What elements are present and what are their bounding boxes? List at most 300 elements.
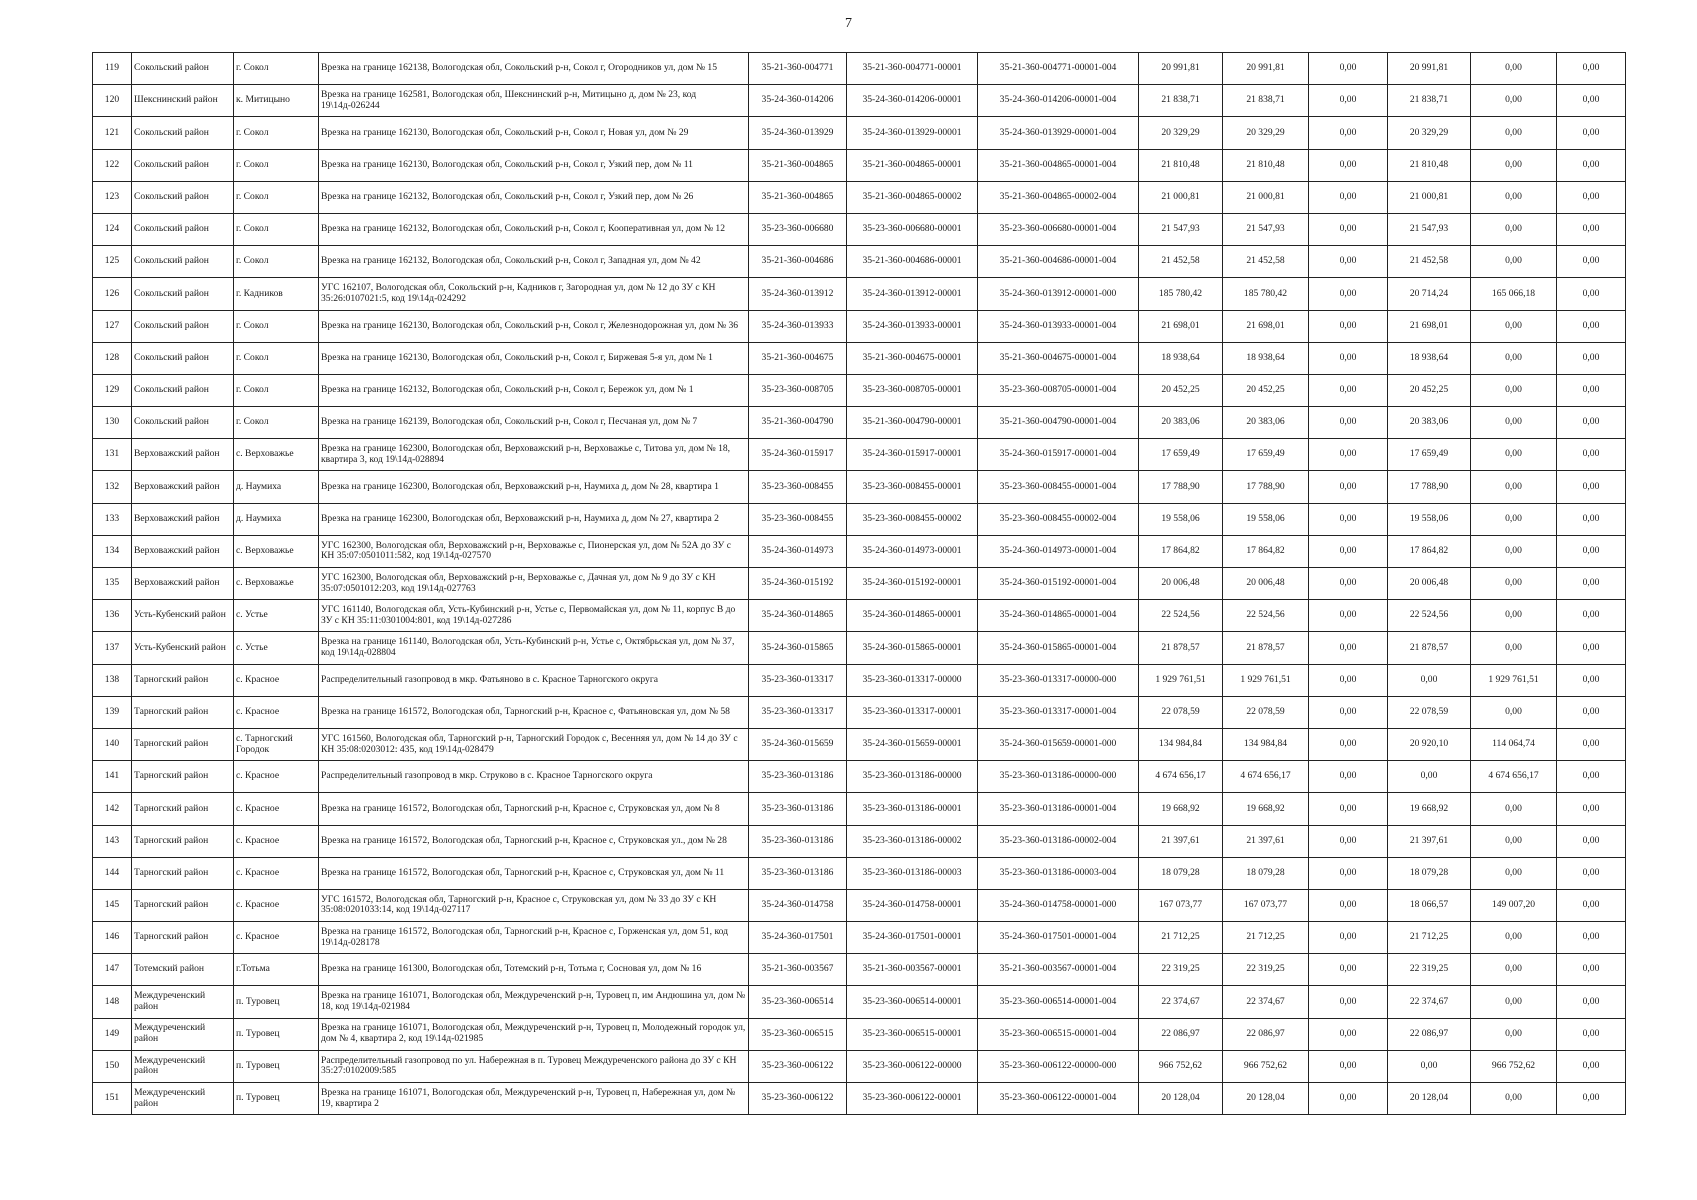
total-cost-cell: 20 383,06: [1139, 407, 1223, 439]
row-number: 126: [93, 278, 132, 310]
cost-col-3-cell: 0,00: [1309, 407, 1388, 439]
district-cell: Тарногский район: [132, 664, 234, 696]
cost-col-3-cell: 0,00: [1309, 728, 1388, 760]
object-code-cell: 35-23-360-013317: [749, 664, 847, 696]
cost-col-6-cell: 0,00: [1557, 278, 1626, 310]
table-row: [93, 85, 1626, 117]
cost-col-6-cell: 0,00: [1557, 53, 1626, 85]
cost-col-4-cell: 21 397,61: [1388, 825, 1471, 857]
settlement-cell: г. Сокол: [234, 310, 319, 342]
cost-col-2-cell: 20 991,81: [1223, 53, 1309, 85]
cost-col-4-cell: 20 991,81: [1388, 53, 1471, 85]
cost-col-5-cell: 0,00: [1471, 213, 1557, 245]
object-code-cell: 35-24-360-015917: [749, 439, 847, 471]
full-code-cell: 35-24-360-014865-00001-004: [978, 600, 1139, 632]
row-number: 119: [93, 53, 132, 85]
settlement-cell: п. Туровец: [234, 1050, 319, 1082]
subobject-code-cell: 35-23-360-006122-00001: [847, 1083, 978, 1115]
cost-col-4-cell: 0,00: [1388, 761, 1471, 793]
row-number: 133: [93, 503, 132, 535]
settlement-cell: с. Красное: [234, 889, 319, 921]
district-cell: Тарногский район: [132, 761, 234, 793]
row-number: 132: [93, 471, 132, 503]
table-row: [93, 1083, 1626, 1115]
row-number: 141: [93, 761, 132, 793]
row-number: 139: [93, 696, 132, 728]
settlement-cell: г. Сокол: [234, 246, 319, 278]
object-description-cell: Врезка на границе 162300, Вологодская обл, Верховажский р-н, Наумиха д, дом № 27, квартира 2: [319, 503, 749, 535]
cost-col-6-cell: 0,00: [1557, 857, 1626, 889]
cost-col-5-cell: 0,00: [1471, 1083, 1557, 1115]
full-code-cell: 35-24-360-015659-00001-000: [978, 728, 1139, 760]
settlement-cell: с. Красное: [234, 696, 319, 728]
cost-col-4-cell: 0,00: [1388, 1050, 1471, 1082]
table-row: [93, 986, 1626, 1018]
object-code-cell: 35-24-360-013933: [749, 310, 847, 342]
full-code-cell: 35-21-360-004865-00002-004: [978, 181, 1139, 213]
district-cell: Верховажский район: [132, 439, 234, 471]
district-cell: Сокольский район: [132, 310, 234, 342]
full-code-cell: 35-23-360-006122-00001-004: [978, 1083, 1139, 1115]
full-code-cell: 35-23-360-006680-00001-004: [978, 213, 1139, 245]
table-row: [93, 310, 1626, 342]
total-cost-cell: 20 128,04: [1139, 1083, 1223, 1115]
full-code-cell: 35-24-360-014758-00001-000: [978, 889, 1139, 921]
row-number: 143: [93, 825, 132, 857]
full-code-cell: 35-23-360-006122-00000-000: [978, 1050, 1139, 1082]
object-code-cell: 35-24-360-015192: [749, 568, 847, 600]
cost-col-4-cell: 20 920,10: [1388, 728, 1471, 760]
subobject-code-cell: 35-24-360-013933-00001: [847, 310, 978, 342]
cost-col-4-cell: 20 452,25: [1388, 374, 1471, 406]
object-code-cell: 35-21-360-004675: [749, 342, 847, 374]
cost-col-2-cell: 22 078,59: [1223, 696, 1309, 728]
total-cost-cell: 21 397,61: [1139, 825, 1223, 857]
cost-col-4-cell: 22 524,56: [1388, 600, 1471, 632]
object-description-cell: Врезка на границе 162130, Вологодская обл, Сокольский р-н, Сокол г, Биржевая 5-я ул, дом № 1: [319, 342, 749, 374]
cost-col-4-cell: 18 066,57: [1388, 889, 1471, 921]
subobject-code-cell: 35-24-360-015192-00001: [847, 568, 978, 600]
total-cost-cell: 21 452,58: [1139, 246, 1223, 278]
settlement-cell: с. Красное: [234, 793, 319, 825]
district-cell: Сокольский район: [132, 342, 234, 374]
object-code-cell: 35-24-360-015865: [749, 632, 847, 664]
table-row: [93, 728, 1626, 760]
object-description-cell: Врезка на границе 162132, Вологодская обл, Сокольский р-н, Сокол г, Кооперативная ул, дом № 12: [319, 213, 749, 245]
cost-col-2-cell: 966 752,62: [1223, 1050, 1309, 1082]
settlement-cell: г. Кадников: [234, 278, 319, 310]
registry-body: [93, 53, 1626, 1115]
cost-col-2-cell: 17 864,82: [1223, 535, 1309, 567]
object-description-cell: Врезка на границе 162138, Вологодская обл, Сокольский р-н, Сокол г, Огородников ул, дом № 15: [319, 53, 749, 85]
table-row: [93, 246, 1626, 278]
cost-col-2-cell: 21 810,48: [1223, 149, 1309, 181]
object-description-cell: Врезка на границе 162300, Вологодская обл, Верховажский р-н, Наумиха д, дом № 28, квартира 1: [319, 471, 749, 503]
cost-col-3-cell: 0,00: [1309, 857, 1388, 889]
cost-col-2-cell: 21 397,61: [1223, 825, 1309, 857]
row-number: 135: [93, 568, 132, 600]
district-cell: Верховажский район: [132, 471, 234, 503]
cost-col-3-cell: 0,00: [1309, 85, 1388, 117]
full-code-cell: 35-24-360-014973-00001-004: [978, 535, 1139, 567]
full-code-cell: 35-23-360-006515-00001-004: [978, 1018, 1139, 1050]
cost-col-4-cell: 20 329,29: [1388, 117, 1471, 149]
cost-col-2-cell: 21 878,57: [1223, 632, 1309, 664]
total-cost-cell: 22 524,56: [1139, 600, 1223, 632]
total-cost-cell: 21 838,71: [1139, 85, 1223, 117]
object-description-cell: Врезка на границе 162130, Вологодская обл, Сокольский р-н, Сокол г, Узкий пер, дом № 11: [319, 149, 749, 181]
cost-col-4-cell: 21 698,01: [1388, 310, 1471, 342]
table-row: [93, 471, 1626, 503]
subobject-code-cell: 35-24-360-014865-00001: [847, 600, 978, 632]
cost-col-3-cell: 0,00: [1309, 117, 1388, 149]
cost-col-2-cell: 21 838,71: [1223, 85, 1309, 117]
settlement-cell: п. Туровец: [234, 986, 319, 1018]
total-cost-cell: 17 659,49: [1139, 439, 1223, 471]
cost-col-6-cell: 0,00: [1557, 181, 1626, 213]
cost-col-4-cell: 19 558,06: [1388, 503, 1471, 535]
table-row: [93, 664, 1626, 696]
cost-col-6-cell: 0,00: [1557, 310, 1626, 342]
object-code-cell: 35-24-360-014206: [749, 85, 847, 117]
full-code-cell: 35-23-360-013317-00000-000: [978, 664, 1139, 696]
cost-col-2-cell: 21 712,25: [1223, 922, 1309, 954]
district-cell: Тарногский район: [132, 889, 234, 921]
cost-col-5-cell: 0,00: [1471, 53, 1557, 85]
total-cost-cell: 22 078,59: [1139, 696, 1223, 728]
subobject-code-cell: 35-23-360-006514-00001: [847, 986, 978, 1018]
cost-col-3-cell: 0,00: [1309, 1050, 1388, 1082]
object-description-cell: Врезка на границе 161071, Вологодская обл, Междуреченский р-н, Туровец п, Молодежный городок ул, дом № 4, квартира 2, код 19\14д-021985: [319, 1018, 749, 1050]
subobject-code-cell: 35-23-360-006122-00000: [847, 1050, 978, 1082]
full-code-cell: 35-23-360-013317-00001-004: [978, 696, 1139, 728]
cost-col-3-cell: 0,00: [1309, 181, 1388, 213]
table-row: [93, 1018, 1626, 1050]
cost-col-4-cell: 18 079,28: [1388, 857, 1471, 889]
object-code-cell: 35-21-360-004865: [749, 181, 847, 213]
object-code-cell: 35-21-360-004790: [749, 407, 847, 439]
registry-table: [92, 52, 1626, 1115]
district-cell: Сокольский район: [132, 213, 234, 245]
cost-col-4-cell: 17 864,82: [1388, 535, 1471, 567]
settlement-cell: с. Красное: [234, 825, 319, 857]
cost-col-5-cell: 4 674 656,17: [1471, 761, 1557, 793]
cost-col-5-cell: 0,00: [1471, 535, 1557, 567]
cost-col-6-cell: 0,00: [1557, 632, 1626, 664]
district-cell: Сокольский район: [132, 53, 234, 85]
table-row: [93, 954, 1626, 986]
district-cell: Сокольский район: [132, 278, 234, 310]
cost-col-5-cell: 114 064,74: [1471, 728, 1557, 760]
cost-col-2-cell: 22 086,97: [1223, 1018, 1309, 1050]
district-cell: Сокольский район: [132, 117, 234, 149]
full-code-cell: 35-23-360-013186-00002-004: [978, 825, 1139, 857]
object-description-cell: Врезка на границе 161572, Вологодская обл, Тарногский р-н, Красное с, Горженская ул, дом 51, код 19\14д-028178: [319, 922, 749, 954]
cost-col-6-cell: 0,00: [1557, 728, 1626, 760]
cost-col-6-cell: 0,00: [1557, 1083, 1626, 1115]
cost-col-5-cell: 0,00: [1471, 471, 1557, 503]
object-description-cell: Врезка на границе 162300, Вологодская обл, Верховажский р-н, Верховажье с, Титова ул, дом № 18, квартира 3, код 19\14д-028894: [319, 439, 749, 471]
full-code-cell: 35-24-360-015192-00001-004: [978, 568, 1139, 600]
subobject-code-cell: 35-23-360-013317-00000: [847, 664, 978, 696]
total-cost-cell: 22 086,97: [1139, 1018, 1223, 1050]
cost-col-5-cell: 0,00: [1471, 342, 1557, 374]
cost-col-4-cell: 18 938,64: [1388, 342, 1471, 374]
cost-col-5-cell: 0,00: [1471, 857, 1557, 889]
district-cell: Междуреченский район: [132, 1050, 234, 1082]
settlement-cell: п. Туровец: [234, 1083, 319, 1115]
total-cost-cell: 167 073,77: [1139, 889, 1223, 921]
cost-col-4-cell: 20 714,24: [1388, 278, 1471, 310]
total-cost-cell: 18 938,64: [1139, 342, 1223, 374]
row-number: 122: [93, 149, 132, 181]
total-cost-cell: 134 984,84: [1139, 728, 1223, 760]
object-code-cell: 35-21-360-004865: [749, 149, 847, 181]
cost-col-5-cell: 0,00: [1471, 568, 1557, 600]
district-cell: Междуреченский район: [132, 1018, 234, 1050]
full-code-cell: 35-21-360-004865-00001-004: [978, 149, 1139, 181]
subobject-code-cell: 35-21-360-004865-00002: [847, 181, 978, 213]
cost-col-5-cell: 165 066,18: [1471, 278, 1557, 310]
object-description-cell: Врезка на границе 162130, Вологодская обл, Сокольский р-н, Сокол г, Новая ул, дом № 29: [319, 117, 749, 149]
full-code-cell: 35-24-360-013912-00001-000: [978, 278, 1139, 310]
cost-col-3-cell: 0,00: [1309, 246, 1388, 278]
object-description-cell: Врезка на границе 162132, Вологодская обл, Сокольский р-н, Сокол г, Бережок ул, дом № 1: [319, 374, 749, 406]
total-cost-cell: 21 000,81: [1139, 181, 1223, 213]
district-cell: Сокольский район: [132, 407, 234, 439]
total-cost-cell: 20 452,25: [1139, 374, 1223, 406]
row-number: 144: [93, 857, 132, 889]
cost-col-6-cell: 0,00: [1557, 117, 1626, 149]
cost-col-3-cell: 0,00: [1309, 439, 1388, 471]
cost-col-5-cell: 0,00: [1471, 85, 1557, 117]
cost-col-3-cell: 0,00: [1309, 471, 1388, 503]
subobject-code-cell: 35-24-360-015917-00001: [847, 439, 978, 471]
object-code-cell: 35-23-360-013186: [749, 761, 847, 793]
full-code-cell: 35-23-360-013186-00003-004: [978, 857, 1139, 889]
cost-col-6-cell: 0,00: [1557, 986, 1626, 1018]
cost-col-5-cell: 0,00: [1471, 632, 1557, 664]
cost-col-3-cell: 0,00: [1309, 342, 1388, 374]
table-row: [93, 922, 1626, 954]
district-cell: Тарногский район: [132, 825, 234, 857]
settlement-cell: г. Сокол: [234, 149, 319, 181]
row-number: 149: [93, 1018, 132, 1050]
object-code-cell: 35-24-360-014865: [749, 600, 847, 632]
district-cell: Междуреченский район: [132, 1083, 234, 1115]
row-number: 145: [93, 889, 132, 921]
object-description-cell: Врезка на границе 161572, Вологодская обл, Тарногский р-н, Красное с, Струковская ул, дом № 11: [319, 857, 749, 889]
cost-col-4-cell: 17 659,49: [1388, 439, 1471, 471]
cost-col-3-cell: 0,00: [1309, 503, 1388, 535]
object-code-cell: 35-23-360-013186: [749, 857, 847, 889]
cost-col-4-cell: 22 078,59: [1388, 696, 1471, 728]
cost-col-2-cell: 185 780,42: [1223, 278, 1309, 310]
cost-col-2-cell: 22 524,56: [1223, 600, 1309, 632]
cost-col-3-cell: 0,00: [1309, 954, 1388, 986]
cost-col-6-cell: 0,00: [1557, 85, 1626, 117]
table-row: [93, 278, 1626, 310]
row-number: 142: [93, 793, 132, 825]
cost-col-4-cell: 22 319,25: [1388, 954, 1471, 986]
settlement-cell: с. Красное: [234, 664, 319, 696]
cost-col-3-cell: 0,00: [1309, 374, 1388, 406]
cost-col-6-cell: 0,00: [1557, 439, 1626, 471]
subobject-code-cell: 35-23-360-013186-00002: [847, 825, 978, 857]
cost-col-6-cell: 0,00: [1557, 889, 1626, 921]
total-cost-cell: 20 329,29: [1139, 117, 1223, 149]
settlement-cell: г. Сокол: [234, 213, 319, 245]
object-description-cell: УГС 161572, Вологодская обл, Тарногский р-н, Красное с, Струковская ул, дом № 33 до ЗУ с КН 35:08:0201033:14, код 19\14д-027117: [319, 889, 749, 921]
total-cost-cell: 4 674 656,17: [1139, 761, 1223, 793]
cost-col-6-cell: 0,00: [1557, 535, 1626, 567]
cost-col-5-cell: 0,00: [1471, 954, 1557, 986]
row-number: 131: [93, 439, 132, 471]
row-number: 134: [93, 535, 132, 567]
settlement-cell: г. Сокол: [234, 181, 319, 213]
full-code-cell: 35-21-360-004771-00001-004: [978, 53, 1139, 85]
cost-col-5-cell: 966 752,62: [1471, 1050, 1557, 1082]
object-code-cell: 35-24-360-013912: [749, 278, 847, 310]
subobject-code-cell: 35-24-360-013912-00001: [847, 278, 978, 310]
subobject-code-cell: 35-24-360-015865-00001: [847, 632, 978, 664]
cost-col-2-cell: 4 674 656,17: [1223, 761, 1309, 793]
row-number: 123: [93, 181, 132, 213]
cost-col-3-cell: 0,00: [1309, 53, 1388, 85]
cost-col-6-cell: 0,00: [1557, 568, 1626, 600]
table-row: [93, 632, 1626, 664]
object-code-cell: 35-23-360-006514: [749, 986, 847, 1018]
cost-col-4-cell: 20 006,48: [1388, 568, 1471, 600]
cost-col-4-cell: 21 000,81: [1388, 181, 1471, 213]
settlement-cell: п. Туровец: [234, 1018, 319, 1050]
full-code-cell: 35-23-360-006514-00001-004: [978, 986, 1139, 1018]
cost-col-3-cell: 0,00: [1309, 600, 1388, 632]
object-description-cell: Врезка на границе 161572, Вологодская обл, Тарногский р-н, Красное с, Струковская ул., дом № 28: [319, 825, 749, 857]
total-cost-cell: 22 374,67: [1139, 986, 1223, 1018]
object-description-cell: УГС 162107, Вологодская обл, Сокольский р-н, Кадников г, Загородная ул, дом № 12 до ЗУ с КН 35:26:0107021:5, код 19\14д-024292: [319, 278, 749, 310]
cost-col-2-cell: 20 383,06: [1223, 407, 1309, 439]
district-cell: Тарногский район: [132, 728, 234, 760]
cost-col-5-cell: 0,00: [1471, 181, 1557, 213]
object-description-cell: Врезка на границе 161071, Вологодская обл, Междуреченский р-н, Туровец п, им Андюшина ул, дом № 18, код 19\14д-021984: [319, 986, 749, 1018]
object-code-cell: 35-23-360-008705: [749, 374, 847, 406]
row-number: 150: [93, 1050, 132, 1082]
cost-col-4-cell: 17 788,90: [1388, 471, 1471, 503]
object-description-cell: Врезка на границе 161300, Вологодская обл, Тотемский р-н, Тотьма г, Сосновая ул, дом № 16: [319, 954, 749, 986]
district-cell: Междуреченский район: [132, 986, 234, 1018]
table-row: [93, 117, 1626, 149]
table-row: [93, 600, 1626, 632]
cost-col-5-cell: 0,00: [1471, 407, 1557, 439]
table-row: [93, 889, 1626, 921]
table-row: [93, 503, 1626, 535]
cost-col-6-cell: 0,00: [1557, 503, 1626, 535]
object-description-cell: Врезка на границе 161572, Вологодская обл, Тарногский р-н, Красное с, Фатьяновская ул, дом № 58: [319, 696, 749, 728]
cost-col-5-cell: 0,00: [1471, 439, 1557, 471]
cost-col-3-cell: 0,00: [1309, 310, 1388, 342]
district-cell: Верховажский район: [132, 568, 234, 600]
settlement-cell: д. Наумиха: [234, 503, 319, 535]
cost-col-3-cell: 0,00: [1309, 825, 1388, 857]
table-row: [93, 149, 1626, 181]
subobject-code-cell: 35-23-360-013186-00000: [847, 761, 978, 793]
page-number: 7: [845, 16, 852, 31]
total-cost-cell: 185 780,42: [1139, 278, 1223, 310]
object-code-cell: 35-23-360-008455: [749, 471, 847, 503]
cost-col-2-cell: 20 452,25: [1223, 374, 1309, 406]
cost-col-2-cell: 19 668,92: [1223, 793, 1309, 825]
district-cell: Тарногский район: [132, 857, 234, 889]
settlement-cell: с. Красное: [234, 761, 319, 793]
row-number: 129: [93, 374, 132, 406]
object-code-cell: 35-21-360-003567: [749, 954, 847, 986]
row-number: 147: [93, 954, 132, 986]
object-description-cell: Врезка на границе 161572, Вологодская обл, Тарногский р-н, Красное с, Струковская ул, дом № 8: [319, 793, 749, 825]
table-row: [93, 181, 1626, 213]
district-cell: Верховажский район: [132, 503, 234, 535]
settlement-cell: с. Красное: [234, 922, 319, 954]
object-description-cell: УГС 162300, Вологодская обл, Верховажский р-н, Верховажье с, Пионерская ул, дом № 52А до ЗУ с КН 35:07:0501011:582, код 19\14д-027570: [319, 535, 749, 567]
full-code-cell: 35-23-360-008705-00001-004: [978, 374, 1139, 406]
cost-col-5-cell: 0,00: [1471, 117, 1557, 149]
subobject-code-cell: 35-23-360-008455-00001: [847, 471, 978, 503]
object-code-cell: 35-21-360-004771: [749, 53, 847, 85]
cost-col-5-cell: 0,00: [1471, 793, 1557, 825]
cost-col-2-cell: 22 319,25: [1223, 954, 1309, 986]
cost-col-5-cell: 149 007,20: [1471, 889, 1557, 921]
settlement-cell: г. Сокол: [234, 53, 319, 85]
row-number: 137: [93, 632, 132, 664]
cost-col-6-cell: 0,00: [1557, 1050, 1626, 1082]
district-cell: Сокольский район: [132, 246, 234, 278]
subobject-code-cell: 35-24-360-017501-00001: [847, 922, 978, 954]
cost-col-3-cell: 0,00: [1309, 213, 1388, 245]
subobject-code-cell: 35-24-360-015659-00001: [847, 728, 978, 760]
object-description-cell: Распределительный газопровод по ул. Набережная в п. Туровец Междуреченского района до ЗУ с КН 35:27:0102009:585: [319, 1050, 749, 1082]
full-code-cell: 35-23-360-013186-00001-004: [978, 793, 1139, 825]
subobject-code-cell: 35-23-360-006515-00001: [847, 1018, 978, 1050]
full-code-cell: 35-23-360-008455-00002-004: [978, 503, 1139, 535]
subobject-code-cell: 35-24-360-014758-00001: [847, 889, 978, 921]
district-cell: Сокольский район: [132, 374, 234, 406]
cost-col-6-cell: 0,00: [1557, 793, 1626, 825]
cost-col-6-cell: 0,00: [1557, 1018, 1626, 1050]
cost-col-4-cell: 21 838,71: [1388, 85, 1471, 117]
subobject-code-cell: 35-21-360-003567-00001: [847, 954, 978, 986]
total-cost-cell: 22 319,25: [1139, 954, 1223, 986]
cost-col-5-cell: 0,00: [1471, 503, 1557, 535]
object-code-cell: 35-24-360-013929: [749, 117, 847, 149]
settlement-cell: г. Сокол: [234, 342, 319, 374]
object-description-cell: УГС 161560, Вологодская обл, Тарногский р-н, Тарногский Городок с, Весенняя ул, дом № 14 до ЗУ с КН 35:08:0203012: 435, код 19\14д-028479: [319, 728, 749, 760]
object-code-cell: 35-23-360-013317: [749, 696, 847, 728]
object-code-cell: 35-24-360-017501: [749, 922, 847, 954]
table-row: [93, 342, 1626, 374]
cost-col-6-cell: 0,00: [1557, 407, 1626, 439]
cost-col-4-cell: 0,00: [1388, 664, 1471, 696]
cost-col-6-cell: 0,00: [1557, 664, 1626, 696]
table-row: [93, 568, 1626, 600]
cost-col-2-cell: 20 329,29: [1223, 117, 1309, 149]
district-cell: Усть-Кубенский район: [132, 632, 234, 664]
total-cost-cell: 17 788,90: [1139, 471, 1223, 503]
table-row: [93, 793, 1626, 825]
cost-col-6-cell: 0,00: [1557, 149, 1626, 181]
cost-col-6-cell: 0,00: [1557, 761, 1626, 793]
cost-col-3-cell: 0,00: [1309, 1018, 1388, 1050]
subobject-code-cell: 35-23-360-013317-00001: [847, 696, 978, 728]
